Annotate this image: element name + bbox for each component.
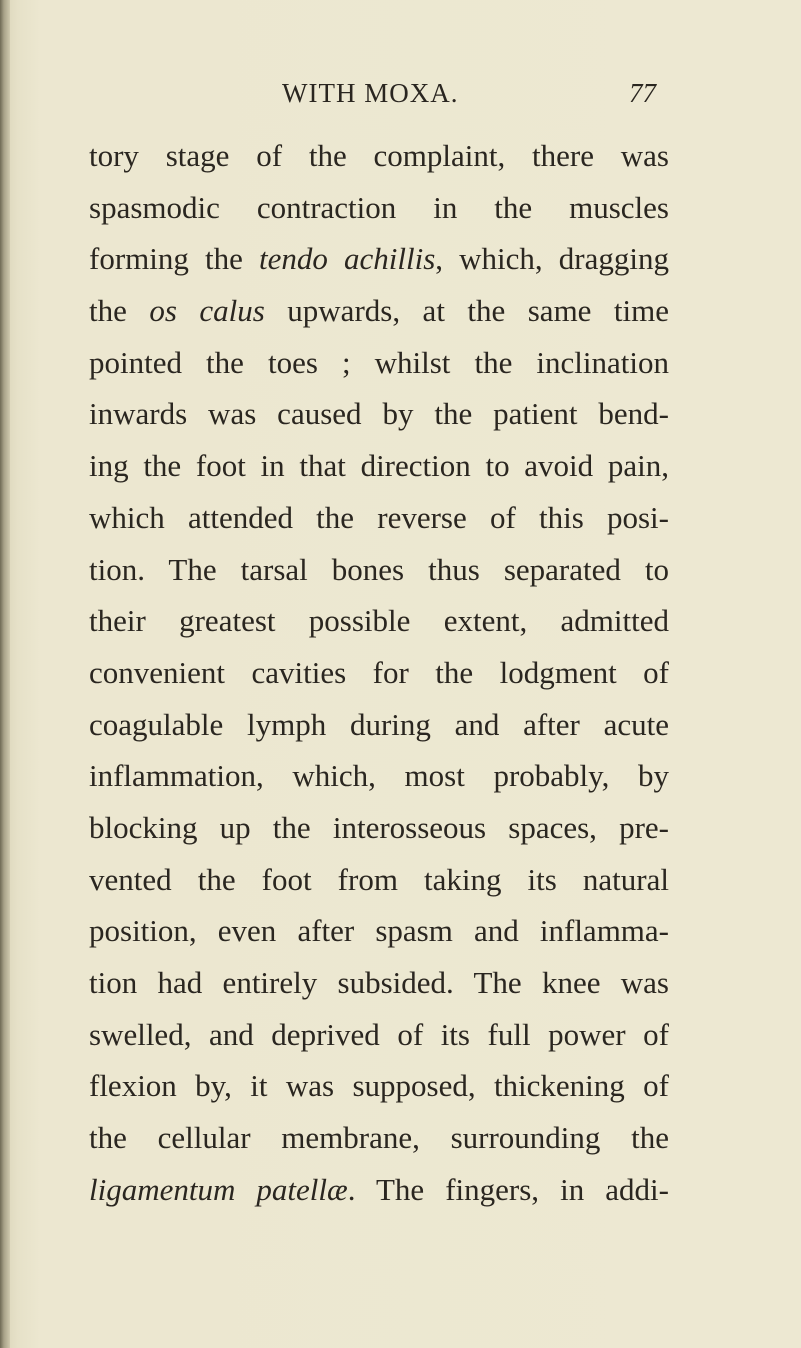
text-run: . The fingers, in addi- (347, 1171, 669, 1207)
text-line (89, 285, 669, 337)
text-run: inflammation, which, most probably, by (89, 758, 669, 794)
text-line (89, 130, 669, 182)
text-line (89, 1112, 669, 1164)
text-line (89, 647, 669, 699)
italic-term: ligamentum patellæ (89, 1171, 348, 1207)
text-line (89, 905, 669, 957)
text-line (89, 750, 669, 802)
text-line (89, 957, 669, 1009)
text-run: which attended the reverse of this posi- (89, 499, 669, 535)
text-line (89, 492, 669, 544)
text-run: forming the (89, 241, 259, 277)
text-run: swelled, and deprived of its full power of (89, 1016, 669, 1052)
text-line (89, 440, 669, 492)
text-run: blocking up the interosseous spaces, pre- (89, 809, 669, 845)
text-run: spasmodic contraction in the muscles (89, 189, 669, 225)
text-line (89, 1009, 669, 1061)
text-run: coagulable lymph during and after acute (89, 706, 669, 742)
text-line (89, 595, 669, 647)
text-line (89, 854, 669, 906)
text-run: their greatest possible extent, admitted (89, 603, 669, 639)
text-run: the cellular membrane, surrounding the (89, 1120, 669, 1156)
page-header (0, 70, 801, 110)
running-head: WITH MOXA. (282, 78, 459, 108)
text-run: pointed the toes ; whilst the inclination (89, 344, 669, 380)
italic-term: os calus (149, 293, 265, 329)
text-line (89, 233, 669, 285)
text-run: upwards, at the same time (264, 293, 670, 329)
italic-term: tendo achillis (259, 241, 436, 277)
text-line (89, 802, 669, 854)
text-run: convenient cavities for the lodgment of (89, 654, 669, 690)
text-run: ing the foot in that direction to avoid pain, (89, 448, 669, 484)
binding-edge (0, 0, 10, 1348)
text-line (89, 388, 669, 440)
text-run: position, even after spasm and inflamma- (89, 913, 669, 949)
text-line (89, 182, 669, 234)
text-run: , which, dragging (435, 241, 669, 277)
text-run: flexion by, it was supposed, thickening of (89, 1068, 669, 1104)
text-run: tion. The tarsal bones thus separated to (89, 551, 669, 587)
text-line (89, 1164, 669, 1216)
text-line (89, 337, 669, 389)
text-line (89, 1060, 669, 1112)
text-run: vented the foot from taking its natural (89, 861, 669, 897)
text-run: the (89, 293, 150, 329)
text-run: tion had entirely subsided. The knee was (89, 965, 669, 1000)
text-run: tory stage of the complaint, there was (89, 138, 669, 173)
text-run: inwards was caused by the patient bend- (89, 396, 669, 432)
body-text (89, 130, 669, 1215)
page-number: 77 (629, 78, 656, 108)
text-line (89, 699, 669, 751)
text-line (89, 544, 669, 596)
